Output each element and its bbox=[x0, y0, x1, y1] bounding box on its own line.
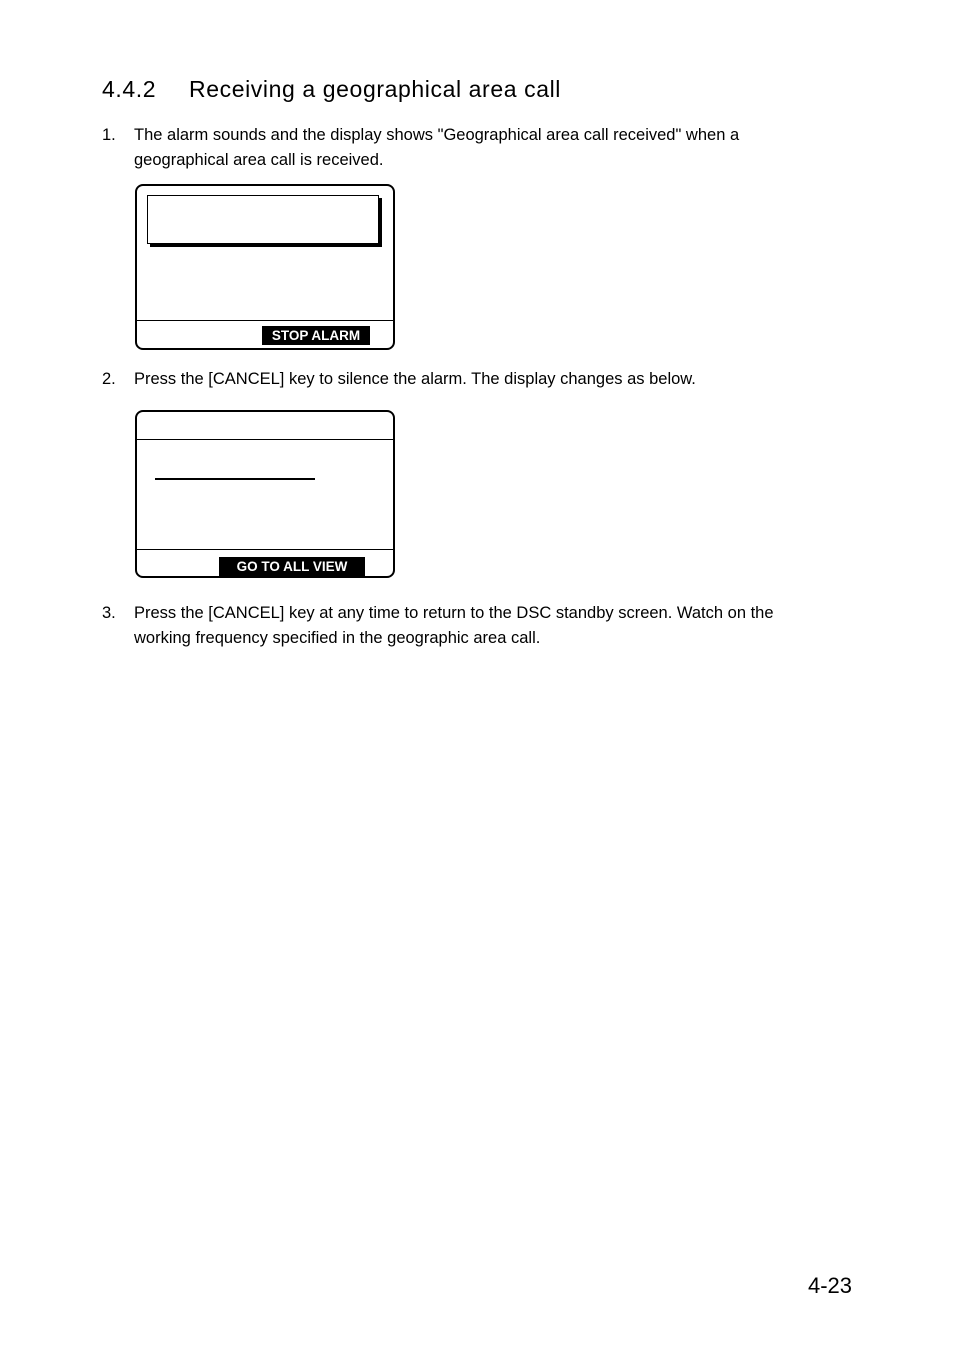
softkey-divider bbox=[137, 320, 393, 321]
step-text: Press the [CANCEL] key to silence the alarm. The display changes as below. bbox=[134, 370, 696, 388]
go-to-all-view-softkey[interactable]: GO TO ALL VIEW bbox=[219, 557, 365, 576]
message-box bbox=[147, 195, 379, 244]
section-number: 4.4.2 bbox=[102, 76, 157, 102]
header-divider bbox=[137, 439, 393, 440]
field-underline bbox=[155, 478, 315, 480]
step-text: Press the [CANCEL] key at any time to return to the DSC standby screen. Watch on the working frequency specified in the geographic area call. bbox=[134, 604, 774, 647]
step-number: 3. bbox=[102, 604, 116, 622]
display-screen-alarm bbox=[135, 184, 395, 350]
step-3 bbox=[102, 601, 832, 651]
step-number: 2. bbox=[102, 370, 116, 388]
step-number: 1. bbox=[102, 126, 116, 144]
stop-alarm-softkey[interactable]: STOP ALARM bbox=[262, 326, 370, 345]
page-number: 4-23 bbox=[808, 1273, 853, 1298]
section-title: Receiving a geographical area call bbox=[189, 76, 562, 102]
softkey-divider bbox=[137, 549, 393, 550]
section-heading bbox=[102, 76, 561, 103]
step-1 bbox=[102, 123, 832, 173]
step-2 bbox=[102, 367, 832, 392]
step-text: The alarm sounds and the display shows "Geographical area call received" when a geographical area call is received. bbox=[134, 126, 740, 169]
display-screen-call-view bbox=[135, 410, 395, 578]
